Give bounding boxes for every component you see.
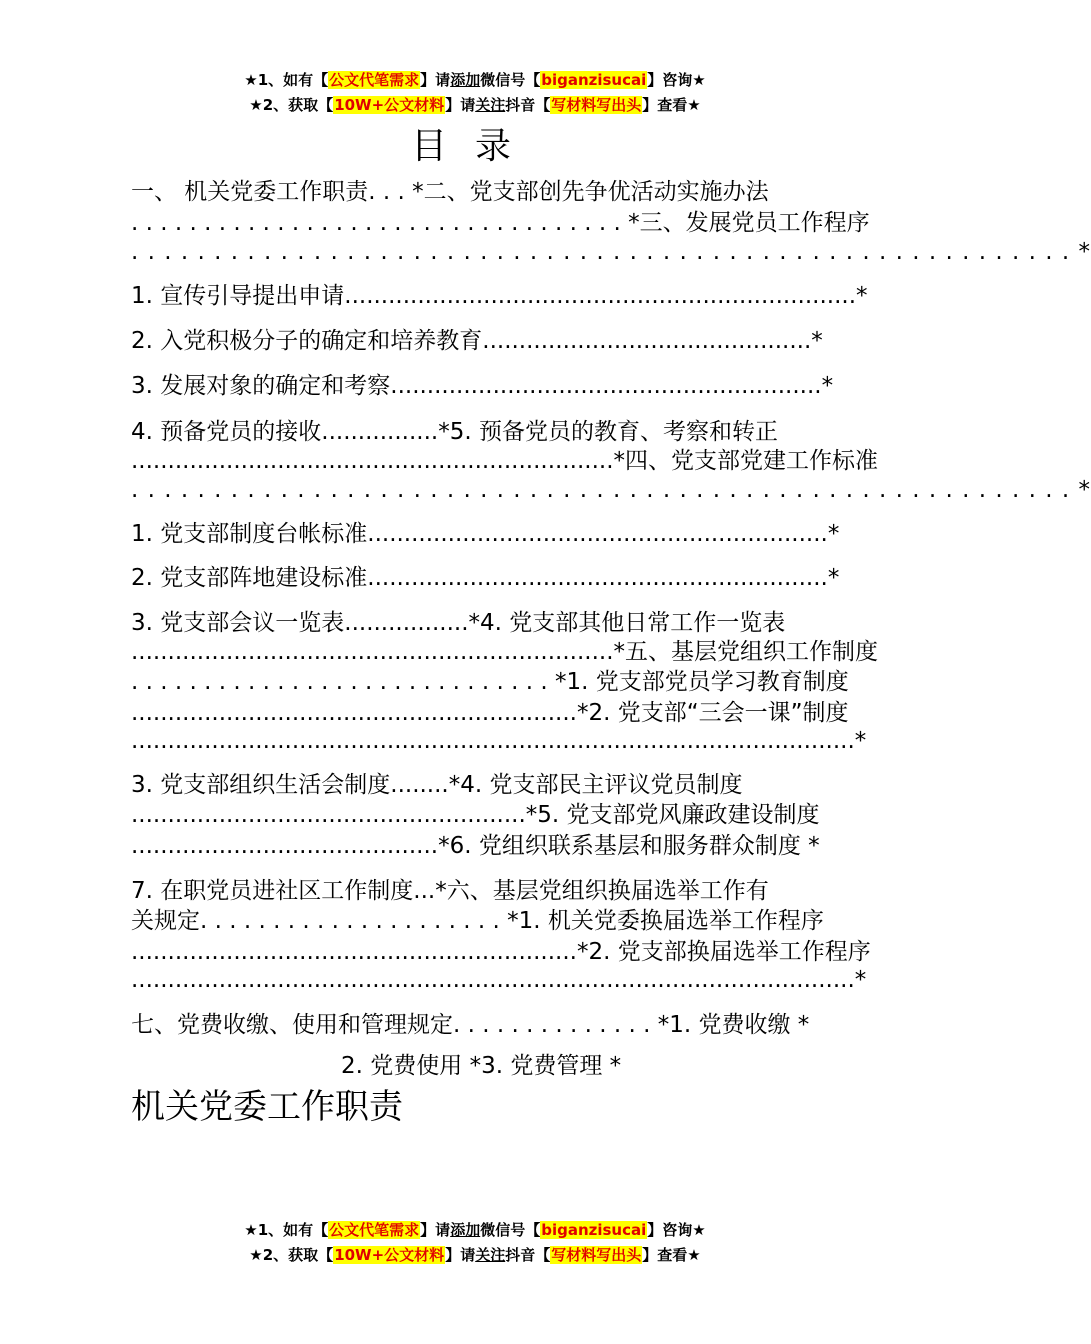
toc-line: ..................................................................*四、党支部党建工作标准 bbox=[131, 448, 879, 474]
toc-line: . . . . . . . . . . . . . . . . . . . . . . . . . . . . . . . . . . . . . . . . . . . . . . . . . . . . . . . . . * bbox=[131, 477, 1091, 503]
toc-line: 七、党费收缴、使用和管理规定. . . . . . . . . . . . . . *1. 党费收缴 * bbox=[131, 1012, 810, 1038]
toc-line: 1. 宣传引导提出申请......................................................................* bbox=[131, 283, 868, 309]
toc-line: .............................................................*2. 党支部换届选举工作程序 bbox=[131, 939, 871, 965]
promo-banner-bottom-line2: ★2、获取【10W+公文材料】请关注抖音【写材料写出头】查看★ bbox=[249, 1246, 701, 1264]
toc-line: ...................................................................................................* bbox=[131, 728, 867, 754]
highlight-wechat-id: biganzisucai bbox=[541, 71, 647, 89]
toc-line: 关规定. . . . . . . . . . . . . . . . . . . . . *1. 机关党委换届选举工作程序 bbox=[131, 908, 824, 934]
highlight-ghostwriting: 公文代笔需求 bbox=[329, 1221, 420, 1239]
toc-line: .............................................................*2. 党支部“三会一课”制度 bbox=[131, 700, 849, 726]
toc-line: . . . . . . . . . . . . . . . . . . . . . . . . . . . . . . . . . . . . . . . . . . . . . . . . . . . . . . . . . * bbox=[131, 239, 1091, 265]
toc-line: 3. 党支部会议一览表.................*4. 党支部其他日常工作一览表 bbox=[131, 610, 786, 636]
toc-line: 2. 入党积极分子的确定和培养教育.............................................* bbox=[131, 328, 823, 354]
toc-line: 3. 发展对象的确定和考察...........................................................* bbox=[131, 373, 834, 399]
highlight-douyin: 写材料写出头 bbox=[551, 1246, 642, 1264]
toc-line: ..................................................................*五、基层党组织工作制度 bbox=[131, 639, 879, 665]
toc-line: 2. 党费使用 *3. 党费管理 * bbox=[341, 1053, 622, 1079]
toc-line: 3. 党支部组织生活会制度........*4. 党支部民主评议党员制度 bbox=[131, 772, 743, 798]
toc-line: ..........................................*6. 党组织联系基层和服务群众制度 * bbox=[131, 833, 820, 859]
promo-banner-top-line2: ★2、获取【10W+公文材料】请关注抖音【写材料写出头】查看★ bbox=[249, 96, 701, 114]
page-title: 目录 bbox=[410, 126, 539, 167]
toc-line: 一、 机关党委工作职责. . . *二、党支部创先争优活动实施办法 bbox=[131, 179, 769, 205]
toc-line: 4. 预备党员的接收................*5. 预备党员的教育、考察和转正 bbox=[131, 419, 778, 445]
toc-line: . . . . . . . . . . . . . . . . . . . . . . . . . . . . . *1. 党支部党员学习教育制度 bbox=[131, 669, 849, 695]
toc-line: ......................................................*5. 党支部党风廉政建设制度 bbox=[131, 802, 820, 828]
toc-line: 2. 党支部阵地建设标准...............................................................* bbox=[131, 565, 840, 591]
toc-line: 1. 党支部制度台帐标准...............................................................* bbox=[131, 521, 840, 547]
highlight-materials: 10W+公文材料 bbox=[334, 1246, 445, 1264]
toc-line: 7. 在职党员进社区工作制度...*六、基层党组织换届选举工作有 bbox=[131, 878, 769, 904]
highlight-douyin: 写材料写出头 bbox=[551, 96, 642, 114]
highlight-ghostwriting: 公文代笔需求 bbox=[329, 71, 420, 89]
section-heading: 机关党委工作职责 bbox=[131, 1087, 403, 1127]
promo-banner-bottom-line1: ★1、如有【公文代笔需求】请添加微信号【biganzisucai】咨询★ bbox=[244, 1221, 706, 1239]
toc-line: ...................................................................................................* bbox=[131, 967, 867, 993]
highlight-materials: 10W+公文材料 bbox=[334, 96, 445, 114]
highlight-wechat-id: biganzisucai bbox=[541, 1221, 647, 1239]
promo-banner-top-line1: ★1、如有【公文代笔需求】请添加微信号【biganzisucai】咨询★ bbox=[244, 71, 706, 89]
toc-line: . . . . . . . . . . . . . . . . . . . . . . . . . . . . . . . . . . *三、发展党员工作程序 bbox=[131, 210, 870, 236]
